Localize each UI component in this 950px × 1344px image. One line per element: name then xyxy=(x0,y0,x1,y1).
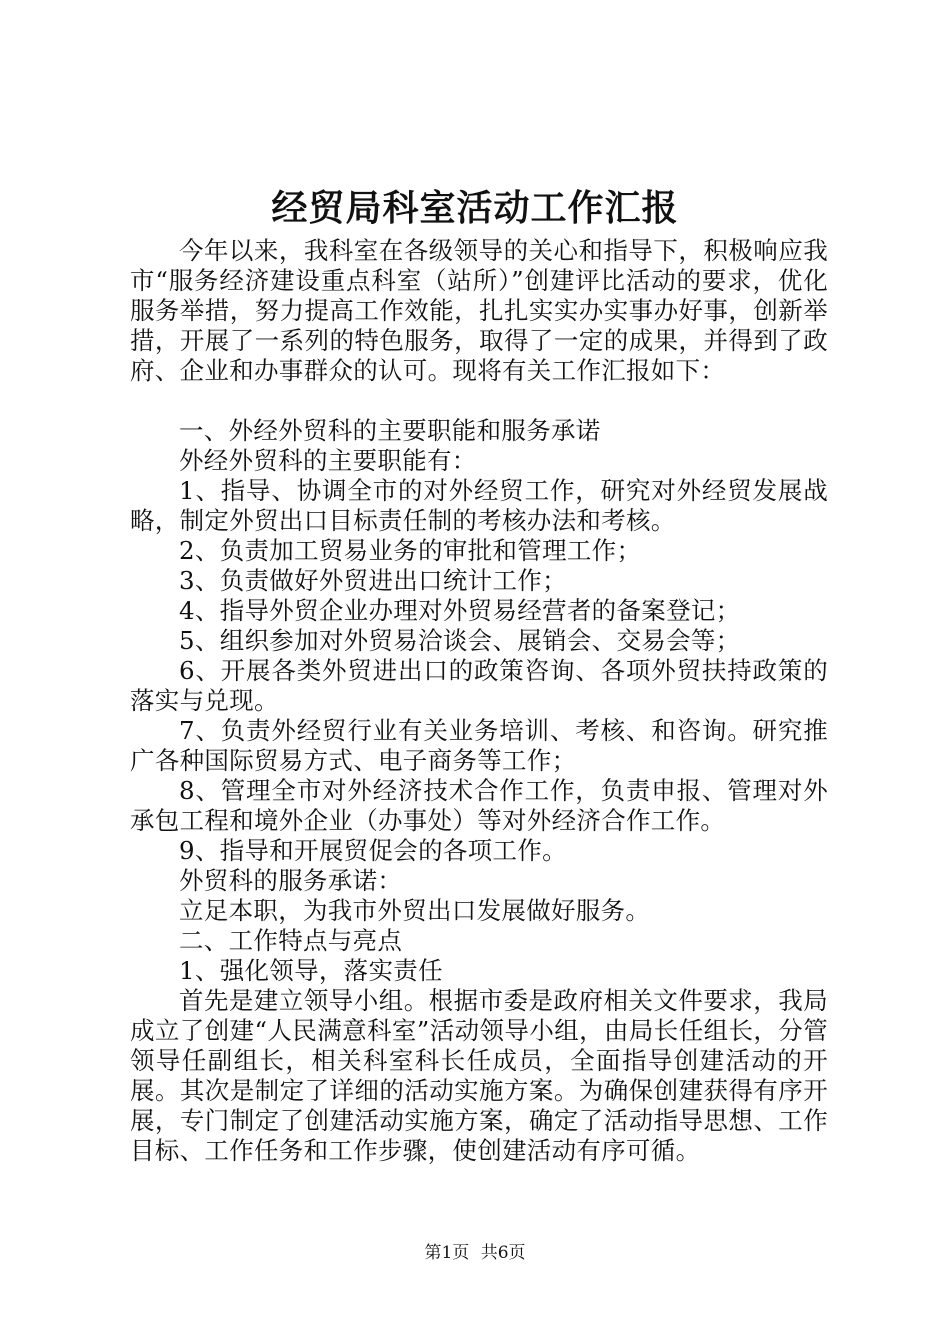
paragraph-gap xyxy=(130,386,828,416)
subsection-heading-1: 1、强化领导，落实责任 xyxy=(179,956,443,985)
function-item-9: 9、指导和开展贸促会的各项工作。 xyxy=(179,836,567,865)
function-item-8: 8、管理全市对外经济技术合作工作，负责申报、管理对外承包工程和境外企业（办事处）等对外经济合作工作。 xyxy=(130,776,828,835)
function-item-5: 5、组织参加对外贸易洽谈会、展销会、交易会等； xyxy=(179,626,741,655)
function-item-7: 7、负责外经贸行业有关业务培训、考核、和咨询。研究推广各种国际贸易方式、电子商务等工作； xyxy=(130,716,828,775)
service-commitment-text: 立足本职，为我市外贸出口发展做好服务。 xyxy=(179,896,651,925)
leadership-paragraph: 首先是建立领导小组。根据市委是政府相关文件要求，我局成立了创建“人民满意科室”活动领导小组，由局长任组长，分管领导任副组长，相关科室科长任成员，全面指导创建活动的开展。其次是制定了详细的活动实施方案。为确保创建获得有序开展，专门制定了创建活动实施方案，确定了活动指导思想、工作目标、工作任务和工作步骤，使创建活动有序可循。 xyxy=(130,986,828,1165)
page-total: 共6页 xyxy=(480,1243,526,1263)
page-number: 第1页 xyxy=(424,1243,470,1263)
service-commitment-heading: 外贸科的服务承诺： xyxy=(179,866,403,895)
document-body xyxy=(130,236,828,1166)
function-item-2: 2、负责加工贸易业务的审批和管理工作； xyxy=(179,536,642,565)
function-item-4: 4、指导外贸企业办理对外贸易经营者的备案登记； xyxy=(179,596,741,625)
function-item-6: 6、开展各类外贸进出口的政策咨询、各项外贸扶持政策的落实与兑现。 xyxy=(130,656,828,715)
document-title: 经贸局科室活动工作汇报 xyxy=(271,187,679,229)
section-heading-2: 二、工作特点与亮点 xyxy=(179,926,403,955)
function-item-3: 3、负责做好外贸进出口统计工作； xyxy=(179,566,567,595)
intro-paragraph: 今年以来，我科室在各级领导的关心和指导下，积极响应我市“服务经济建设重点科室（站所）”创建评比活动的要求，优化服务举措，努力提高工作效能，扎扎实实办实事办好事，创新举措，开展了一系列的特色服务，取得了一定的成果，并得到了政府、企业和办事群众的认可。现将有关工作汇报如下： xyxy=(130,236,828,385)
page-footer xyxy=(0,1242,950,1264)
section-heading-1: 一、外经外贸科的主要职能和服务承诺 xyxy=(179,416,601,445)
functions-intro: 外经外贸科的主要职能有： xyxy=(179,446,477,475)
function-item-1: 1、指导、协调全市的对外经贸工作，研究对外经贸发展战略，制定外贸出口目标责任制的考核办法和考核。 xyxy=(130,476,828,535)
